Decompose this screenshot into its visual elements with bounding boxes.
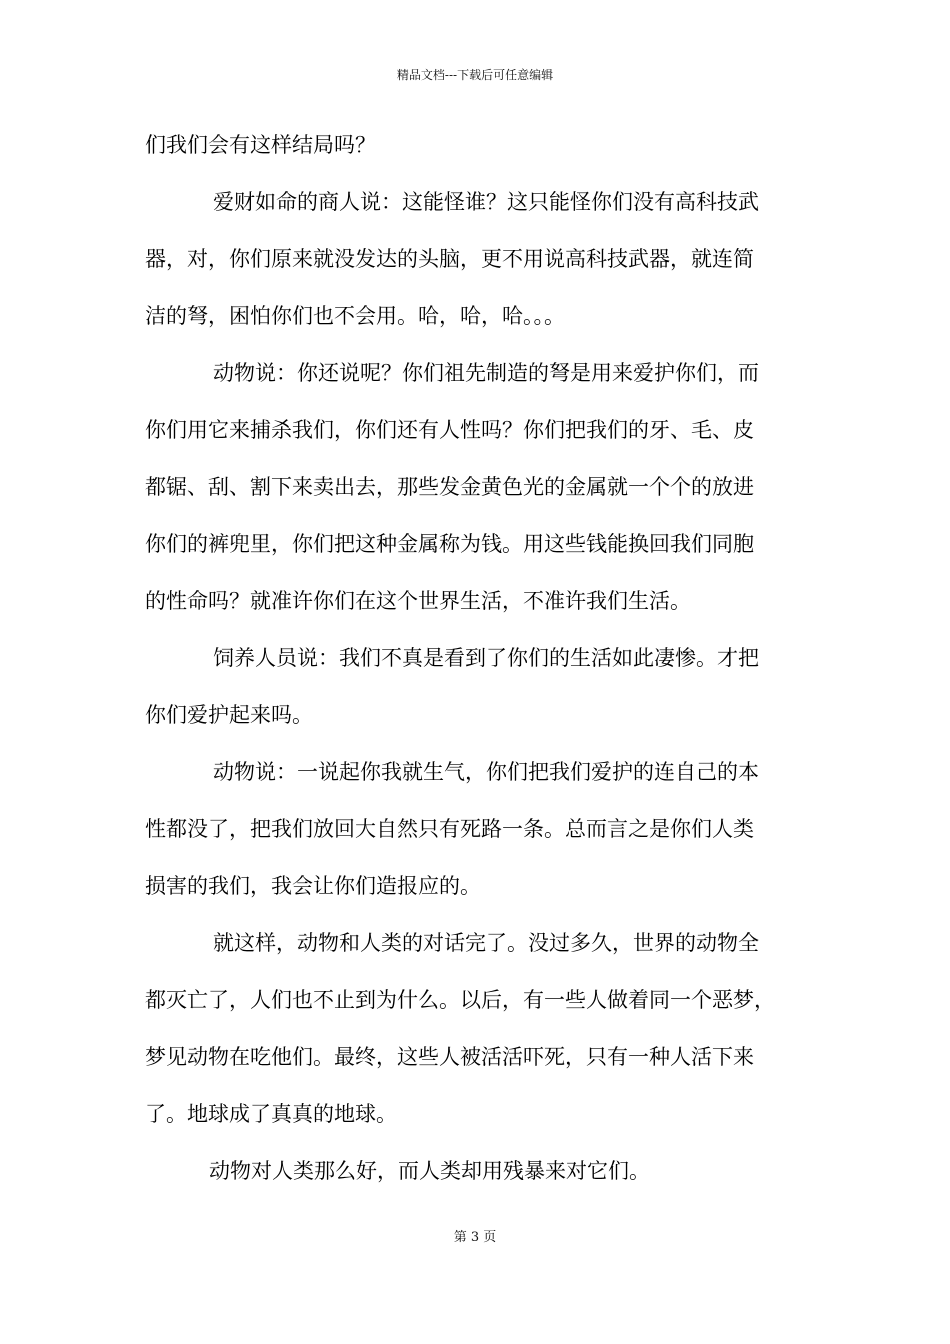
text-line: 你们的裤兜里，你们把这种金属称为钱。用这些钱能换回我们同胞 — [145, 532, 754, 556]
paragraph-start-line: 就这样，动物和人类的对话完了。没过多久，世界的动物全 — [213, 931, 759, 955]
page-number: 第 3 页 — [453, 1230, 497, 1245]
text-line: 你们爱护起来吗。 — [145, 703, 313, 727]
text-line: 的性命吗？就准许你们在这个世界生活，不准许我们生活。 — [145, 589, 691, 613]
text-line: 损害的我们，我会让你们造报应的。 — [145, 874, 481, 898]
text-line: 性都没了，把我们放回大自然只有死路一条。总而言之是你们人类 — [145, 817, 754, 841]
text-line: 你们用它来捕杀我们，你们还有人性吗？你们把我们的牙、毛、皮 — [145, 418, 754, 442]
text-line: 器，对，你们原来就没发达的头脑，更不用说高科技武器，就连简 — [145, 247, 754, 271]
paragraph-start-line: 动物说：一说起你我就生气，你们把我们爱护的连自己的本 — [213, 760, 759, 784]
paragraph-start-line: 饲养人员说：我们不真是看到了你们的生活如此凄惨。才把 — [213, 646, 759, 670]
text-line: 洁的弩，困怕你们也不会用。哈，哈，哈。。。 — [145, 304, 565, 328]
paragraph-start-line: 动物说：你还说呢？你们祖先制造的弩是用来爱护你们，而 — [213, 361, 759, 385]
page-header: 精品文档---下载后可任意编辑 — [396, 68, 554, 82]
document-body — [145, 117, 825, 1200]
text-line: 们我们会有这样结局吗？ — [145, 133, 376, 157]
text-line: 梦见动物在吃他们。最终，这些人被活活吓死，只有一种人活下来 — [145, 1045, 754, 1069]
paragraph-start-line: 爱财如命的商人说：这能怪谁？这只能怪你们没有高科技武 — [213, 190, 759, 214]
text-line: 了。地球成了真真的地球。 — [145, 1102, 397, 1126]
text-line: 都灭亡了，人们也不止到为什么。以后，有一些人做着同一个恶梦， — [145, 988, 775, 1012]
text-line: 都锯、刮、割下来卖出去，那些发金黄色光的金属就一个个的放进 — [145, 475, 754, 499]
paragraph-start-line: 动物对人类那么好，而人类却用残暴来对它们。 — [209, 1159, 650, 1183]
